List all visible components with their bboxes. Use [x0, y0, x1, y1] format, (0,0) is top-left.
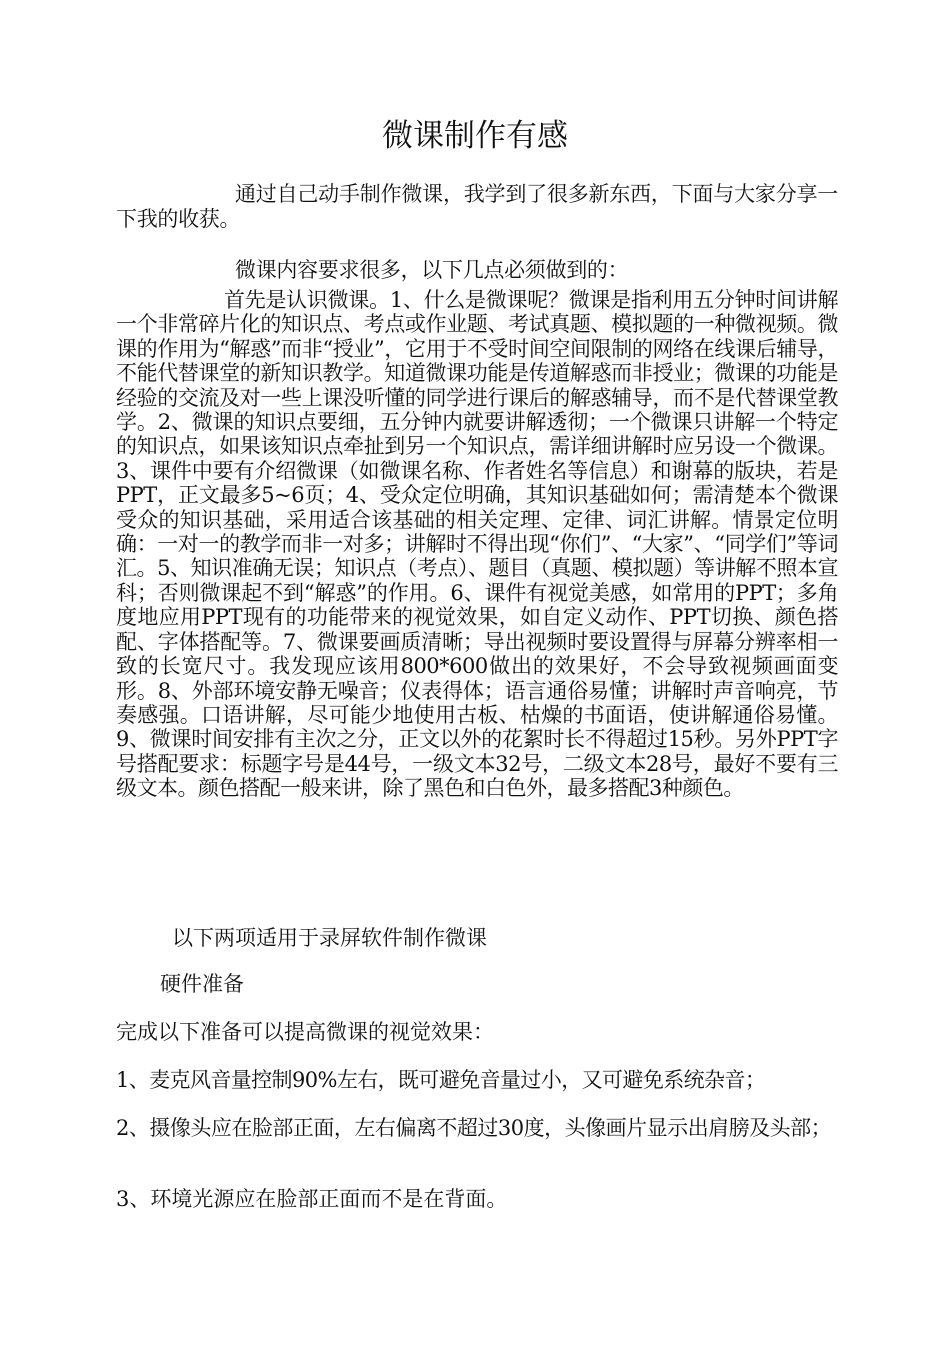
list-item-camera: 2、摄像头应在脸部正面，左右偏离不超过30度，头像画片显示出肩膀及头部； — [116, 1116, 832, 1140]
main-paragraph: 首先是认识微课。1、什么是微课呢？微课是指利用五分钟时间讲解一个非常碎片化的知识点、考点或作业题、考试真题、模拟题的一种微视频。微课的作用为“解惑”而非“授业”，它用于不受时间空间限制的网络在线课后辅导，不能代替课堂的新知识教学。知道微课功能是传道解惑而非授业；微课的功能是经验的交流及对一些上课没听懂的同学进行课后的解惑辅导，而不是代替课堂教学。2、微课的知识点要细，五分钟内就要讲解透彻；一个微课只讲解一个特定的知识点，如果该知识点牵扯到另一个知识点，需详细讲解时应另设一个微课。3、课件中要有介绍微课（如微课名称、作者姓名等信息）和谢幕的版块，若是PPT，正文最多5~6页；4、受众定位明确，其知识基础如何；需清楚本个微课受众的知识基础，采用适合该基础的相关定理、定律、词汇讲解。情景定位明确：一对一的教学而非一对多；讲解时不得出现“你们”、“大家”、“同学们”等词汇。5、知识准确无误；知识点（考点）、题目（真题、模拟题）等讲解不照本宣科；否则微课起不到“解惑”的作用。6、课件有视觉美感，如常用的PPT；多角度地应用PPT现有的功能带来的视觉效果，如自定义动作、PPT切换、颜色搭配、字体搭配等。7、微课要画质清晰；导出视频时要设置得与屏幕分辨率相一致的长宽尺寸。我发现应该用800*600做出的效果好，不会导致视频画面变形。8、外部环境安静无噪音；仪表得体；语言通俗易懂；讲解时声音响亮，节奏感强。口语讲解，尽可能少地使用古板、枯燥的书面语，使讲解通俗易懂。9、微课时间安排有主次之分，正文以外的花絮时长不得超过15秒。另外PPT字号搭配要求：标题字号是44号，一级文本32号，二级文本28号，最好不要有三级文本。颜色搭配一般来讲，除了黑色和白色外，最多搭配3种颜色。 — [116, 288, 838, 801]
list-item-microphone: 1、麦克风音量控制90%左右，既可避免音量过小，又可避免系统杂音； — [116, 1068, 766, 1092]
hardware-heading: 硬件准备 — [160, 972, 244, 996]
screen-recording-heading: 以下两项适用于录屏软件制作微课 — [172, 926, 487, 950]
list-item-lighting: 3、环境光源应在脸部正面而不是在背面。 — [116, 1187, 508, 1211]
document-title: 微课制作有感 — [382, 118, 568, 154]
requirements-paragraph: 微课内容要求很多，以下几点必须做到的： — [235, 258, 629, 282]
preparation-paragraph: 完成以下准备可以提高微课的视觉效果： — [116, 1020, 494, 1044]
intro-paragraph: 通过自己动手制作微课，我学到了很多新东西，下面与大家分享一下我的收获。 — [116, 182, 838, 231]
